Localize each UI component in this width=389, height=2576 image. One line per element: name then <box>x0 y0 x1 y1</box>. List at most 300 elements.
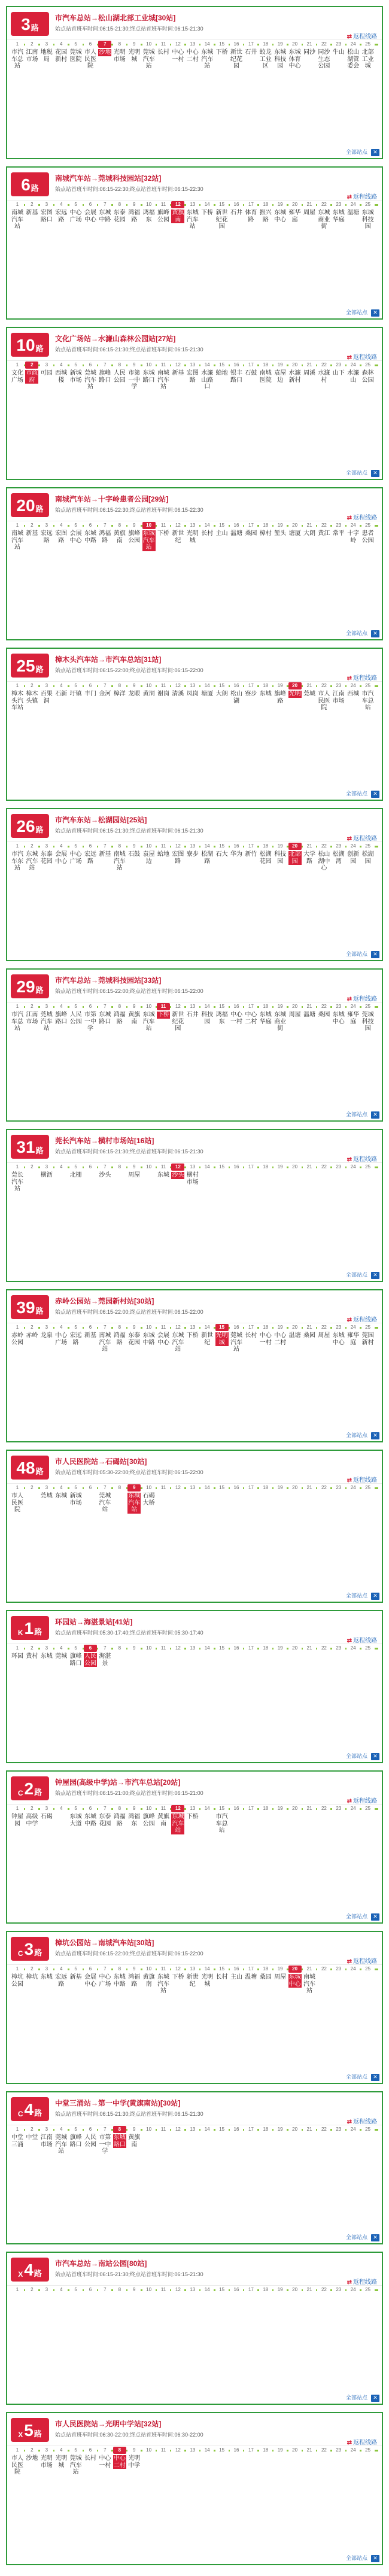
stop-name[interactable]: 地税局 <box>40 49 53 63</box>
stop-name[interactable]: 东城路口 <box>99 1011 111 1025</box>
stop-name[interactable]: 市汽车总站 <box>11 1011 23 1032</box>
stop-name[interactable]: 松湖路 <box>201 851 214 865</box>
chevron-down-icon[interactable]: ✕ <box>371 630 379 637</box>
stop-name[interactable]: 新世纪 <box>172 530 184 544</box>
reverse-line-link[interactable] <box>347 1635 377 1644</box>
stop-name[interactable]: 赤岭公园 <box>11 1332 23 1346</box>
stop-name[interactable]: 新基 <box>84 1332 96 1339</box>
stop-name[interactable]: 周溪 <box>303 370 315 376</box>
stop-name[interactable]: 沙地 <box>26 2455 38 2462</box>
chevron-down-icon[interactable]: ✕ <box>371 2555 379 2562</box>
chevron-down-icon[interactable]: ✕ <box>371 1272 379 1279</box>
stop-name[interactable]: 中心二村 <box>186 49 199 63</box>
stop-name[interactable]: 石碣大桥 <box>142 1493 155 1506</box>
stop-name[interactable]: 人民公园 <box>84 2134 96 2148</box>
reverse-line-link[interactable] <box>347 673 377 682</box>
stop-name[interactable]: 沙头 <box>99 1172 111 1178</box>
line-title[interactable]: 莞长汽车站→横村市场站[16站] <box>55 1137 154 1145</box>
stop-name[interactable]: 清溪 <box>172 691 184 697</box>
stop-name[interactable]: 鸿福东 <box>215 1011 228 1025</box>
stop-name[interactable]: 江南市场 <box>40 2134 53 2148</box>
line-title[interactable]: 市汽车东站→松湖园站[25站] <box>55 816 147 824</box>
stop-name[interactable]: 市汽车东站 <box>11 851 23 871</box>
stop-name[interactable]: 黄村 <box>26 1653 38 1660</box>
stop-name[interactable]: 横村市场 <box>186 1172 199 1186</box>
stop-name[interactable]: 牛山 <box>332 49 345 56</box>
stop-name[interactable]: 中心二村 <box>245 1011 257 1025</box>
stop-name[interactable]: 莞长汽车站 <box>11 1172 23 1192</box>
stop-name[interactable]: 石井 <box>230 209 242 216</box>
stop-name[interactable]: 东城汽车站 <box>157 1974 169 1994</box>
stop-name[interactable]: 横沥 <box>40 1172 53 1178</box>
line-title[interactable]: 钟屋园(高级中学)站→市汽车总站[20站] <box>55 1778 181 1787</box>
stop-name[interactable]: 温塘 <box>303 1011 315 1018</box>
stop-name[interactable]: 东城汽车站 <box>142 1011 155 1032</box>
line-title[interactable]: 南城汽车站→莞城科技园站[32站] <box>55 174 162 183</box>
stop-name[interactable]: 宏远路 <box>55 1974 68 1988</box>
line-title[interactable]: 南城汽车站→十字岭患者公园[29站] <box>55 495 169 503</box>
stop-name[interactable]: 东城路口 <box>142 370 155 384</box>
stop-name[interactable]: 周屋 <box>303 209 315 216</box>
stop-name[interactable]: 石井 <box>186 1011 199 1018</box>
stop-name[interactable]: 松山湖 <box>230 691 242 704</box>
stop-name[interactable]: 樟洋 <box>113 691 126 697</box>
stop-name[interactable]: 振兴路 <box>259 209 272 223</box>
stop-name[interactable]: 北部园 <box>288 851 301 865</box>
stop-name[interactable]: 市第一中学 <box>84 1011 96 1032</box>
reverse-line-link[interactable] <box>347 31 377 40</box>
stop-name[interactable]: 长村 <box>201 530 214 537</box>
stop-name[interactable]: 周屋 <box>288 1011 301 1018</box>
stop-name[interactable]: 东城中路 <box>84 530 96 544</box>
all-stops-link[interactable]: 全部站点 <box>345 1913 367 1919</box>
stop-name[interactable]: 旗峰路口 <box>55 1011 68 1025</box>
stop-name[interactable]: 石大 <box>215 851 228 858</box>
stop-name[interactable]: 海湛景 <box>99 1653 111 1667</box>
stop-name[interactable]: 寮步 <box>245 691 257 697</box>
stop-name[interactable]: 黄洞 <box>142 691 155 697</box>
stop-name[interactable]: 体育路 <box>245 209 257 223</box>
stop-name[interactable]: 旗峰公园 <box>157 209 169 223</box>
stop-name[interactable]: 石井 <box>245 49 257 56</box>
reverse-line-link[interactable] <box>347 994 377 1003</box>
stop-name[interactable]: 下桥 <box>186 1813 199 1820</box>
stop-name[interactable]: 石鼓 <box>128 851 141 858</box>
reverse-line-link[interactable] <box>347 1154 377 1163</box>
stop-name[interactable]: 东城中路 <box>113 1974 126 1988</box>
stop-name[interactable]: 圩镇 <box>69 691 82 697</box>
stop-name[interactable]: 中心一村 <box>259 1332 272 1346</box>
all-stops-link[interactable]: 全部站点 <box>345 1593 367 1599</box>
stop-name[interactable]: 科技园 <box>201 1011 214 1025</box>
stop-name[interactable]: 南城汽车站 <box>11 209 23 230</box>
reverse-line-link[interactable] <box>347 1956 377 1965</box>
line-title[interactable]: 环园站→海湛景站[41站] <box>55 1618 133 1626</box>
stop-name[interactable]: 东城科技园 <box>361 209 374 230</box>
line-title[interactable]: 市人民医院站→光明中学站[32站] <box>55 2420 162 2428</box>
stop-name[interactable]: 石新 <box>55 691 68 697</box>
stop-name[interactable]: 光明市场 <box>113 49 126 63</box>
stop-name[interactable]: 十字岭 <box>347 530 360 544</box>
stop-name[interactable]: 水濂山路口 <box>201 370 214 390</box>
stop-name[interactable]: 鸿福路 <box>113 1813 126 1827</box>
stop-name[interactable]: 黄江 <box>318 530 330 537</box>
stop-name[interactable]: 市人民医院 <box>11 2455 23 2475</box>
stop-name[interactable]: 旗峰路 <box>274 691 287 704</box>
stop-name[interactable]: 大学路 <box>303 851 315 865</box>
stop-name[interactable]: 南城汽车站 <box>11 530 23 551</box>
chevron-down-icon[interactable]: ✕ <box>371 470 379 477</box>
stop-name[interactable]: 新世纪 <box>186 1974 199 1988</box>
all-stops-link[interactable]: 全部站点 <box>345 630 367 636</box>
stop-name[interactable]: 市汽车总站 <box>215 1813 228 1834</box>
stop-name[interactable]: 凤岗 <box>186 691 199 697</box>
stop-name[interactable]: 东城汽车站 <box>26 851 38 871</box>
chevron-down-icon[interactable]: ✕ <box>371 309 379 317</box>
stop-name[interactable]: 温塘 <box>288 1332 301 1339</box>
stop-name[interactable]: 莞城 <box>40 1493 53 1499</box>
stop-name[interactable]: 新世纪花园 <box>230 49 242 69</box>
stop-name[interactable]: 主山 <box>230 1974 242 1980</box>
stop-name[interactable]: 南城汽车站 <box>157 370 169 390</box>
stop-name[interactable]: 下桥 <box>157 1011 169 1018</box>
stop-name[interactable]: 下桥 <box>215 49 228 56</box>
stop-name[interactable]: 钟屋园 <box>11 1813 23 1827</box>
stop-name[interactable]: 旗峰路口 <box>69 2134 82 2148</box>
line-title[interactable]: 市汽车总站→南站公园[80站] <box>55 2259 147 2268</box>
stop-name[interactable]: 市人民医院 <box>11 1493 23 1513</box>
stop-name[interactable]: 可园 <box>40 370 53 376</box>
stop-name[interactable]: 松湖湾 <box>332 851 345 865</box>
all-stops-link[interactable]: 全部站点 <box>345 951 367 957</box>
stop-name[interactable]: 鸿福路 <box>128 209 141 223</box>
all-stops-link[interactable]: 全部站点 <box>345 1272 367 1278</box>
stop-name[interactable]: 中心广场 <box>99 1974 111 1988</box>
chevron-down-icon[interactable]: ✕ <box>371 2234 379 2241</box>
stop-name[interactable]: 东城中心 <box>288 1974 301 1988</box>
stop-name[interactable]: 东泰花园 <box>128 1332 141 1346</box>
stop-name[interactable]: 雍华庭 <box>288 209 301 223</box>
stop-name[interactable]: 桑园 <box>318 1011 330 1018</box>
stop-name[interactable]: 莞城汽车站 <box>40 1011 53 1032</box>
stop-name[interactable]: 中心二村 <box>113 2455 126 2469</box>
stop-name[interactable]: 莞城汽车站 <box>69 2455 82 2475</box>
stop-name[interactable]: 科技园 <box>274 851 287 865</box>
stop-name[interactable]: 光明城 <box>128 49 141 63</box>
all-stops-link[interactable]: 全部站点 <box>345 2395 367 2401</box>
stop-name[interactable]: 东城中心 <box>274 209 287 223</box>
chevron-down-icon[interactable]: ✕ <box>371 1111 379 1119</box>
stop-name[interactable]: 会展中心 <box>84 1974 96 1988</box>
reverse-line-link[interactable] <box>347 2116 377 2125</box>
stop-name[interactable]: 龙眼 <box>128 691 141 697</box>
stop-name[interactable]: 石鼓 <box>245 370 257 376</box>
stop-name[interactable]: 创新园 <box>347 851 360 865</box>
line-title[interactable]: 文化广场站→水濂山森林公园站[27站] <box>55 335 176 343</box>
stop-name[interactable]: 东城商业街 <box>274 1011 287 1032</box>
stop-name[interactable]: 周屋 <box>318 1332 330 1339</box>
stop-name[interactable]: 东城 <box>157 1172 169 1178</box>
stop-name[interactable]: 莞城汽车站 <box>142 49 155 69</box>
all-stops-link[interactable]: 全部站点 <box>345 2234 367 2240</box>
stop-name[interactable]: 周屋 <box>274 1974 287 1980</box>
stop-name[interactable]: 新城市场 <box>69 1493 82 1506</box>
stop-name[interactable]: 莞城汽车站 <box>230 1332 242 1353</box>
stop-name[interactable]: 新基 <box>26 530 38 537</box>
stop-name[interactable]: 莞城汽车站 <box>99 1493 111 1513</box>
stop-name[interactable]: 丰门 <box>84 691 96 697</box>
stop-name[interactable]: 南城医院 <box>259 370 272 384</box>
reverse-line-link[interactable] <box>347 2437 377 2446</box>
stop-name[interactable]: 谢岗 <box>157 691 169 697</box>
stop-name[interactable]: 新世纪花园 <box>215 209 228 230</box>
stop-name[interactable]: 雍华庭 <box>347 1332 360 1346</box>
stop-name[interactable]: 东泰花园 <box>113 209 126 223</box>
stop-name[interactable]: 会展中心 <box>84 209 96 223</box>
stop-name[interactable]: 南城汽车站 <box>113 851 126 871</box>
chevron-down-icon[interactable]: ✕ <box>371 149 379 156</box>
stop-name[interactable]: 蛤地 <box>157 851 169 858</box>
stop-name[interactable]: 宏图路 <box>186 370 199 384</box>
reverse-line-link[interactable] <box>347 833 377 842</box>
stop-name[interactable]: 新城市场 <box>69 370 82 384</box>
stop-name[interactable]: 龙泉 <box>40 1332 53 1339</box>
chevron-down-icon[interactable]: ✕ <box>371 1913 379 1921</box>
stop-name[interactable]: 旗峰公园 <box>142 1813 155 1827</box>
stop-name[interactable]: 环园 <box>11 1653 23 1660</box>
stop-name[interactable]: 莞城 <box>303 691 315 697</box>
stop-name[interactable]: 温塘 <box>245 1974 257 1980</box>
chevron-down-icon[interactable]: ✕ <box>371 2074 379 2081</box>
reverse-line-link[interactable] <box>347 1314 377 1323</box>
stop-name[interactable]: 鸿福路 <box>99 530 111 544</box>
stop-name[interactable]: 长村 <box>157 49 169 56</box>
stop-name[interactable]: 光明城 <box>186 530 199 544</box>
stop-name[interactable]: 市政府 <box>26 370 38 384</box>
stop-name[interactable]: 文化广场 <box>11 370 23 384</box>
stop-name[interactable]: 雍华庭 <box>347 1011 360 1025</box>
stop-name[interactable]: 黄旗南 <box>113 530 126 544</box>
stop-name[interactable]: 同沙生态公园 <box>318 49 330 69</box>
stop-name[interactable]: 新世纪 <box>201 1332 214 1346</box>
stop-name[interactable]: 市人民医院 <box>318 691 330 711</box>
stop-name[interactable]: 长村 <box>245 1332 257 1339</box>
stop-name[interactable]: 人民公园 <box>69 1011 82 1025</box>
stop-name[interactable]: 莞园新村 <box>361 1332 374 1346</box>
stop-name[interactable]: 中心一村 <box>172 49 184 63</box>
stop-name[interactable]: 山下 <box>332 370 345 376</box>
stop-name[interactable]: 长村 <box>215 1974 228 1980</box>
stop-name[interactable]: 莞城汽车站 <box>55 2134 68 2155</box>
stop-name[interactable]: 宏远路 <box>69 1332 82 1346</box>
line-title[interactable]: 赤岭公园站→莞园新村站[30站] <box>55 1297 154 1305</box>
chevron-down-icon[interactable]: ✕ <box>371 1432 379 1439</box>
stop-name[interactable]: 北部工业城 <box>361 49 374 69</box>
stop-name[interactable]: 江南市场 <box>26 1011 38 1025</box>
stop-name[interactable]: 袁屋边 <box>142 851 155 865</box>
all-stops-link[interactable]: 全部站点 <box>345 1111 367 1117</box>
stop-name[interactable]: 沙地 <box>99 49 111 56</box>
stop-name[interactable]: 新竹 <box>245 851 257 858</box>
stop-name[interactable]: 黄旗南 <box>128 1011 141 1025</box>
stop-name[interactable]: 东城中路 <box>142 1332 155 1346</box>
stop-name[interactable]: 松山湖管委会 <box>347 49 360 69</box>
stop-name[interactable]: 患者公园 <box>361 530 374 544</box>
stop-name[interactable]: 人民公园 <box>113 370 126 384</box>
stop-name[interactable]: 东城体育中心 <box>288 49 301 69</box>
stop-name[interactable]: 石碣 <box>40 1813 53 1820</box>
stop-name[interactable]: 黄旗南 <box>142 1974 155 1988</box>
stop-name[interactable]: 东城汽车站 <box>186 209 199 230</box>
stop-name[interactable]: 江南市场 <box>26 49 38 63</box>
stop-name[interactable]: 黄旗南 <box>128 2134 141 2148</box>
stop-name[interactable]: 鸿福东 <box>128 1813 141 1827</box>
stop-name[interactable]: 市汽车总站 <box>11 49 23 69</box>
stop-name[interactable]: 东城路口 <box>113 2134 126 2148</box>
stop-name[interactable]: 沙头 <box>172 1172 184 1178</box>
stop-name[interactable]: 温塘 <box>347 209 360 216</box>
stop-name[interactable]: 市汽车总站 <box>361 691 374 711</box>
stop-name[interactable]: 东城中路 <box>84 1813 96 1827</box>
stop-name[interactable]: 中心二村 <box>274 1332 287 1346</box>
line-title[interactable]: 中堂三涌站→第一中学(黄旗南站)[30站] <box>55 2099 181 2107</box>
stop-name[interactable]: 大朗 <box>303 530 315 537</box>
stop-name[interactable]: 宏远路 <box>84 851 96 865</box>
stop-name[interactable]: 中堂三涌 <box>11 2134 23 2148</box>
stop-name[interactable]: 中心一村 <box>99 2455 111 2469</box>
stop-name[interactable]: 莞城 <box>55 1653 68 1660</box>
stop-name[interactable]: 新基 <box>172 370 184 376</box>
reverse-line-link[interactable] <box>347 2277 377 2286</box>
stop-name[interactable]: 莞城汽车站 <box>84 370 96 390</box>
stop-name[interactable]: 新世纪花园 <box>172 1011 184 1032</box>
stop-name[interactable]: 新基 <box>26 209 38 216</box>
stop-name[interactable]: 水濂村 <box>318 370 330 384</box>
reverse-line-link[interactable] <box>347 1796 377 1805</box>
stop-name[interactable]: 黄旗南 <box>172 209 184 223</box>
line-title[interactable]: 市汽车总站→莞城科技园站[33站] <box>55 976 162 985</box>
stop-name[interactable]: 鸿福路 <box>113 1011 126 1025</box>
stop-name[interactable]: 蛟龙工业区 <box>259 49 272 69</box>
stop-name[interactable]: 森林公园 <box>361 370 374 384</box>
stop-name[interactable]: 黄旗南 <box>157 1813 169 1827</box>
stop-name[interactable]: 长村 <box>84 2455 96 2462</box>
stop-name[interactable]: 蛤地 <box>215 370 228 376</box>
stop-name[interactable]: 东城 <box>40 1653 53 1660</box>
stop-name[interactable]: 中心一村 <box>230 1011 242 1025</box>
stop-name[interactable]: 东城中路 <box>99 209 111 223</box>
stop-name[interactable]: 东城 <box>55 1493 68 1499</box>
stop-name[interactable]: 下桥 <box>157 530 169 537</box>
stop-name[interactable]: 莞城科技园 <box>361 1011 374 1032</box>
stop-name[interactable]: 袁屋边 <box>274 370 287 384</box>
stop-name[interactable]: 鸿福路 <box>128 1974 141 1988</box>
all-stops-link[interactable]: 全部站点 <box>345 2555 367 2561</box>
stop-name[interactable]: 莞城医院 <box>69 49 82 63</box>
stop-name[interactable]: 东城 <box>259 691 272 697</box>
chevron-down-icon[interactable]: ✕ <box>371 1593 379 1600</box>
stop-name[interactable]: 东城汽车站 <box>172 1813 184 1834</box>
stop-name[interactable]: 赤岭 <box>26 1332 38 1339</box>
stop-name[interactable]: 樟坑公园 <box>11 1974 23 1988</box>
stop-name[interactable]: 宏图路口 <box>40 209 53 223</box>
chevron-down-icon[interactable]: ✕ <box>371 1753 379 1760</box>
stop-name[interactable]: 中心广场 <box>55 1332 68 1346</box>
stop-name[interactable]: 塘厦 <box>288 530 301 537</box>
stop-name[interactable]: 鸿福东 <box>142 209 155 223</box>
stop-name[interactable]: 宏远路 <box>40 530 53 544</box>
all-stops-link[interactable]: 全部站点 <box>345 1753 367 1759</box>
stop-name[interactable]: 东城华庭 <box>259 1011 272 1025</box>
stop-name[interactable]: 花园新村 <box>55 49 68 63</box>
line-title[interactable]: 市汽车总站→松山湖北部工业城[30站] <box>55 14 176 22</box>
stop-name[interactable]: 堑头 <box>274 530 287 537</box>
stop-name[interactable]: 会展中心 <box>55 851 68 865</box>
stop-name[interactable]: 北栅 <box>69 1172 82 1178</box>
stop-name[interactable]: 东城华庭 <box>332 209 345 223</box>
stop-name[interactable]: 东城中心 <box>332 1332 345 1346</box>
all-stops-link[interactable]: 全部站点 <box>345 1432 367 1438</box>
stop-name[interactable]: 周屋 <box>128 1172 141 1178</box>
stop-name[interactable]: 东城汽车站 <box>172 1332 184 1353</box>
stop-name[interactable]: 新基 <box>69 1974 82 1980</box>
all-stops-link[interactable]: 全部站点 <box>345 149 367 155</box>
stop-name[interactable]: 光明城 <box>201 1974 214 1988</box>
stop-name[interactable]: 人民公园 <box>84 1653 96 1667</box>
stop-name[interactable]: 东城商业街 <box>318 209 330 230</box>
all-stops-link[interactable]: 全部站点 <box>345 791 367 797</box>
stop-name[interactable]: 常平 <box>332 530 345 537</box>
stop-name[interactable]: 宏图路 <box>172 851 184 865</box>
stop-name[interactable]: 主山 <box>215 530 228 537</box>
stop-name[interactable]: 中堂 <box>26 2134 38 2141</box>
stop-name[interactable]: 塘厦 <box>201 691 214 697</box>
reverse-line-link[interactable] <box>347 192 377 201</box>
stop-name[interactable]: 中心广场 <box>69 209 82 223</box>
stop-name[interactable]: 下桥 <box>201 209 214 216</box>
stop-name[interactable]: 桑园 <box>245 530 257 537</box>
stop-name[interactable]: 东城 <box>40 1974 53 1980</box>
stop-name[interactable]: 东城科技园 <box>274 49 287 69</box>
stop-name[interactable]: 新基 <box>99 851 111 858</box>
stop-name[interactable]: 樟村 <box>259 530 272 537</box>
chevron-down-icon[interactable]: ✕ <box>371 791 379 798</box>
stop-name[interactable]: 樟木头汽车站 <box>11 691 23 711</box>
stop-name[interactable]: 东城中心 <box>332 1011 345 1025</box>
stop-name[interactable]: 南城汽车站 <box>99 1332 111 1353</box>
stop-name[interactable]: 中心广场 <box>69 851 82 865</box>
stop-name[interactable]: 旗峰路口 <box>99 370 111 384</box>
stop-name[interactable]: 市第一中学 <box>128 370 141 390</box>
stop-name[interactable]: 东城大道 <box>69 1813 82 1827</box>
stop-name[interactable]: 桑园 <box>259 1974 272 1980</box>
stop-name[interactable]: 松湖园 <box>361 851 374 865</box>
stop-name[interactable]: 下桥 <box>172 1974 184 1980</box>
stop-name[interactable]: 寮步 <box>186 851 199 858</box>
stop-name[interactable]: 光明中学 <box>128 2455 141 2469</box>
all-stops-link[interactable]: 全部站点 <box>345 2074 367 2080</box>
stop-name[interactable]: 旗峰路口 <box>69 1653 82 1667</box>
line-title[interactable]: 市人民医院站→石碣站[30站] <box>55 1457 147 1466</box>
stop-name[interactable]: 市人民医院 <box>84 49 96 69</box>
stop-name[interactable]: 光明城 <box>55 2455 68 2469</box>
stop-name[interactable]: 樟木头镇 <box>26 691 38 704</box>
stop-name[interactable]: 鸿福路 <box>113 1332 126 1346</box>
all-stops-link[interactable]: 全部站点 <box>345 309 367 315</box>
stop-name[interactable]: 宏图路 <box>55 530 68 544</box>
stop-name[interactable]: 西城楼 <box>55 370 68 384</box>
stop-name[interactable]: 会展中心 <box>69 530 82 544</box>
